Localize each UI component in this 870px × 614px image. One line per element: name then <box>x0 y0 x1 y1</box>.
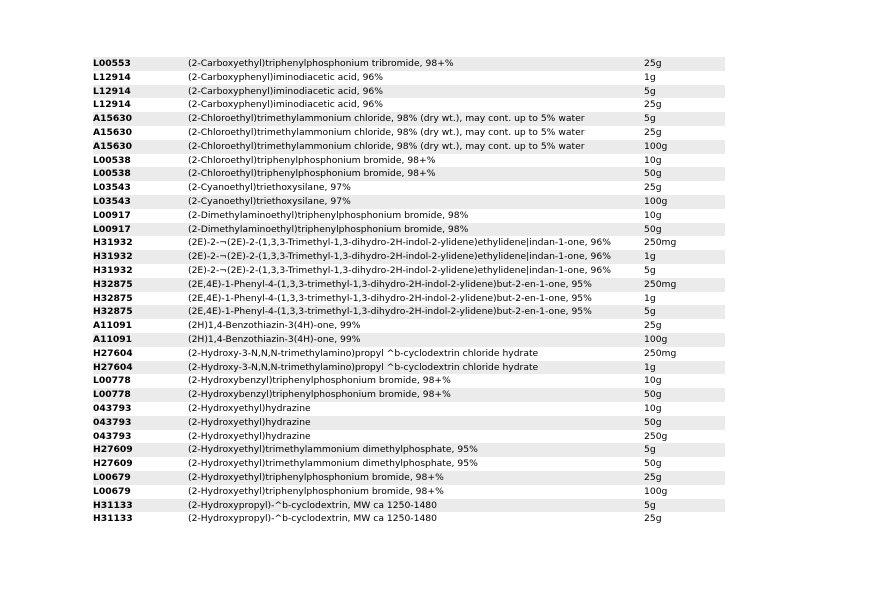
product-code: H27604 <box>93 347 188 361</box>
product-quantity: 5g <box>644 112 725 126</box>
product-code: 043793 <box>93 416 188 430</box>
table-row <box>93 250 725 264</box>
product-quantity: 5g <box>644 305 725 319</box>
table-row <box>93 278 725 292</box>
table-row <box>93 167 725 181</box>
product-code: L12914 <box>93 98 188 112</box>
product-quantity: 50g <box>644 457 725 471</box>
product-quantity: 25g <box>644 98 725 112</box>
product-code: L00917 <box>93 223 188 237</box>
product-description: (2-Cyanoethyl)triethoxysilane, 97% <box>188 181 644 195</box>
product-quantity: 25g <box>644 181 725 195</box>
product-description: (2E,4E)-1-Phenyl-4-(1,3,3-trimethyl-1,3-dihydro-2H-indol-2-ylidene)but-2-en-1-one, 95% <box>188 292 644 306</box>
product-description: (2-Hydroxyethyl)triphenylphosphonium bromide, 98+% <box>188 485 644 499</box>
table-row <box>93 402 725 416</box>
table-row <box>93 140 725 154</box>
product-quantity: 1g <box>644 250 725 264</box>
table-row <box>93 374 725 388</box>
product-description: (2-Carboxyethyl)triphenylphosphonium tribromide, 98+% <box>188 57 644 71</box>
product-quantity: 100g <box>644 140 725 154</box>
product-description: (2-Chloroethyl)trimethylammonium chloride, 98% (dry wt.), may cont. up to 5% water <box>188 112 644 126</box>
table-row <box>93 71 725 85</box>
table-row <box>93 195 725 209</box>
product-code: L00778 <box>93 388 188 402</box>
product-quantity: 250mg <box>644 278 725 292</box>
product-quantity: 250g <box>644 430 725 444</box>
product-code: L00917 <box>93 209 188 223</box>
product-code: H31133 <box>93 512 188 526</box>
product-code: A15630 <box>93 126 188 140</box>
product-quantity: 5g <box>644 499 725 513</box>
product-quantity: 100g <box>644 333 725 347</box>
product-quantity: 10g <box>644 209 725 223</box>
product-code: H31932 <box>93 236 188 250</box>
table-row <box>93 499 725 513</box>
table-row <box>93 112 725 126</box>
table-row <box>93 319 725 333</box>
product-description: (2-Dimethylaminoethyl)triphenylphosphonium bromide, 98% <box>188 223 644 237</box>
product-quantity: 1g <box>644 71 725 85</box>
product-description: (2-Hydroxy-3-N,N,N-trimethylamino)propyl ^b-cyclodextrin chloride hydrate <box>188 347 644 361</box>
product-code: A11091 <box>93 333 188 347</box>
product-quantity: 50g <box>644 416 725 430</box>
product-code: L00679 <box>93 471 188 485</box>
product-code: 043793 <box>93 402 188 416</box>
product-code: L00553 <box>93 57 188 71</box>
product-quantity: 50g <box>644 223 725 237</box>
table-row <box>93 430 725 444</box>
product-code: H31932 <box>93 264 188 278</box>
table-row <box>93 443 725 457</box>
table-row <box>93 333 725 347</box>
product-code: A11091 <box>93 319 188 333</box>
product-description: (2-Hydroxypropyl)-^b-cyclodextrin, MW ca 1250-1480 <box>188 512 644 526</box>
product-quantity: 100g <box>644 195 725 209</box>
table-row <box>93 292 725 306</box>
product-quantity: 25g <box>644 512 725 526</box>
product-quantity: 5g <box>644 264 725 278</box>
product-description: (2-Chloroethyl)trimethylammonium chloride, 98% (dry wt.), may cont. up to 5% water <box>188 126 644 140</box>
product-quantity: 10g <box>644 374 725 388</box>
product-description: (2E)-2-¬(2E)-2-(1,3,3-Trimethyl-1,3-dihydro-2H-indol-2-ylidene)ethylidene|indan-1-one, 96% <box>188 250 644 264</box>
product-quantity: 100g <box>644 485 725 499</box>
product-quantity: 25g <box>644 471 725 485</box>
product-code: L00778 <box>93 374 188 388</box>
product-quantity: 50g <box>644 388 725 402</box>
product-description: (2-Hydroxyethyl)hydrazine <box>188 416 644 430</box>
product-code: L03543 <box>93 195 188 209</box>
table-row <box>93 471 725 485</box>
product-description: (2-Carboxyphenyl)iminodiacetic acid, 96% <box>188 85 644 99</box>
product-description: (2-Hydroxyethyl)trimethylammonium dimethylphosphate, 95% <box>188 443 644 457</box>
table-row <box>93 457 725 471</box>
product-quantity: 25g <box>644 319 725 333</box>
product-code: H31133 <box>93 499 188 513</box>
product-description: (2-Hydroxyethyl)hydrazine <box>188 402 644 416</box>
table-row <box>93 126 725 140</box>
product-description: (2H)1,4-Benzothiazin-3(4H)-one, 99% <box>188 333 644 347</box>
product-description: (2-Hydroxypropyl)-^b-cyclodextrin, MW ca 1250-1480 <box>188 499 644 513</box>
product-quantity: 25g <box>644 126 725 140</box>
product-quantity: 5g <box>644 85 725 99</box>
table-row <box>93 347 725 361</box>
product-description: (2E,4E)-1-Phenyl-4-(1,3,3-trimethyl-1,3-dihydro-2H-indol-2-ylidene)but-2-en-1-one, 95% <box>188 278 644 292</box>
product-code: H32875 <box>93 305 188 319</box>
product-description: (2E)-2-¬(2E)-2-(1,3,3-Trimethyl-1,3-dihydro-2H-indol-2-ylidene)ethylidene|indan-1-one, 96% <box>188 236 644 250</box>
product-code: L00679 <box>93 485 188 499</box>
product-description: (2-Carboxyphenyl)iminodiacetic acid, 96% <box>188 71 644 85</box>
product-code: H32875 <box>93 292 188 306</box>
product-code: H27609 <box>93 457 188 471</box>
product-quantity: 250mg <box>644 347 725 361</box>
product-table-body <box>93 57 725 526</box>
product-code: H27604 <box>93 361 188 375</box>
product-description: (2-Carboxyphenyl)iminodiacetic acid, 96% <box>188 98 644 112</box>
product-quantity: 50g <box>644 167 725 181</box>
table-row <box>93 181 725 195</box>
product-description: (2E)-2-¬(2E)-2-(1,3,3-Trimethyl-1,3-dihydro-2H-indol-2-ylidene)ethylidene|indan-1-one, 96% <box>188 264 644 278</box>
table-row <box>93 512 725 526</box>
product-code: L12914 <box>93 85 188 99</box>
product-description: (2-Cyanoethyl)triethoxysilane, 97% <box>188 195 644 209</box>
product-description: (2-Hydroxybenzyl)triphenylphosphonium bromide, 98+% <box>188 374 644 388</box>
product-description: (2-Chloroethyl)triphenylphosphonium bromide, 98+% <box>188 154 644 168</box>
table-row <box>93 209 725 223</box>
product-description: (2E,4E)-1-Phenyl-4-(1,3,3-trimethyl-1,3-dihydro-2H-indol-2-ylidene)but-2-en-1-one, 95% <box>188 305 644 319</box>
product-quantity: 5g <box>644 443 725 457</box>
product-code: L12914 <box>93 71 188 85</box>
product-code: H32875 <box>93 278 188 292</box>
product-description: (2-Chloroethyl)trimethylammonium chloride, 98% (dry wt.), may cont. up to 5% water <box>188 140 644 154</box>
product-quantity: 25g <box>644 57 725 71</box>
product-quantity: 10g <box>644 402 725 416</box>
product-table <box>93 57 725 526</box>
table-row <box>93 416 725 430</box>
table-row <box>93 264 725 278</box>
product-quantity: 250mg <box>644 236 725 250</box>
product-description: (2-Hydroxybenzyl)triphenylphosphonium bromide, 98+% <box>188 388 644 402</box>
table-row <box>93 154 725 168</box>
product-quantity: 1g <box>644 361 725 375</box>
product-code: L03543 <box>93 181 188 195</box>
product-code: L00538 <box>93 167 188 181</box>
product-code: A15630 <box>93 140 188 154</box>
table-row <box>93 57 725 71</box>
product-description: (2-Hydroxyethyl)trimethylammonium dimethylphosphate, 95% <box>188 457 644 471</box>
product-code: H27609 <box>93 443 188 457</box>
table-row <box>93 85 725 99</box>
product-description: (2-Hydroxyethyl)hydrazine <box>188 430 644 444</box>
table-row <box>93 305 725 319</box>
product-quantity: 10g <box>644 154 725 168</box>
table-row <box>93 223 725 237</box>
product-code: H31932 <box>93 250 188 264</box>
table-row <box>93 98 725 112</box>
table-row <box>93 361 725 375</box>
table-row <box>93 236 725 250</box>
product-code: 043793 <box>93 430 188 444</box>
product-code: A15630 <box>93 112 188 126</box>
product-quantity: 1g <box>644 292 725 306</box>
product-description: (2-Dimethylaminoethyl)triphenylphosphonium bromide, 98% <box>188 209 644 223</box>
product-description: (2-Hydroxy-3-N,N,N-trimethylamino)propyl ^b-cyclodextrin chloride hydrate <box>188 361 644 375</box>
product-description: (2-Hydroxyethyl)triphenylphosphonium bromide, 98+% <box>188 471 644 485</box>
product-description: (2H)1,4-Benzothiazin-3(4H)-one, 99% <box>188 319 644 333</box>
product-code: L00538 <box>93 154 188 168</box>
table-row <box>93 388 725 402</box>
table-row <box>93 485 725 499</box>
product-description: (2-Chloroethyl)triphenylphosphonium bromide, 98+% <box>188 167 644 181</box>
